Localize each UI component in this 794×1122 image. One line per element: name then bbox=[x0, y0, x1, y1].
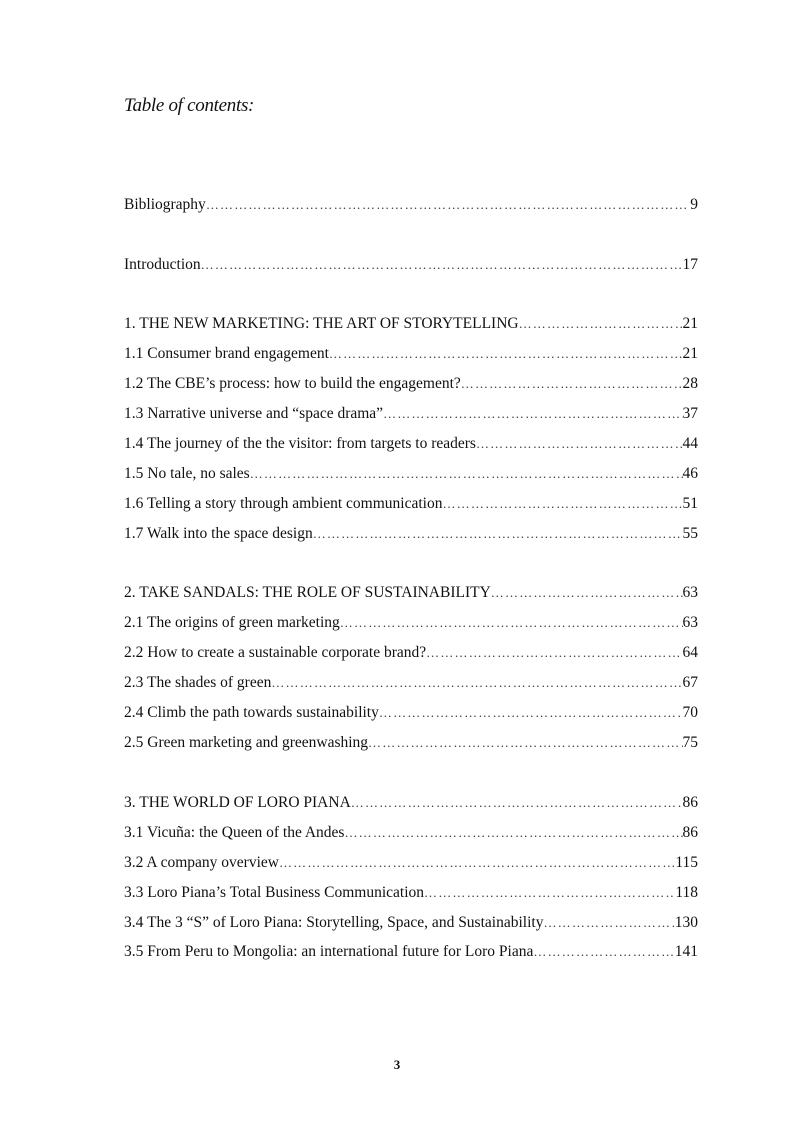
toc-entry-chapter-1[interactable] bbox=[124, 313, 698, 335]
toc-entry-1-2[interactable] bbox=[124, 373, 698, 395]
toc-entry-page: 141 bbox=[674, 943, 698, 960]
leader-dots bbox=[351, 792, 683, 814]
leader-dots bbox=[313, 523, 683, 545]
leader-dots bbox=[250, 463, 683, 485]
toc-entry-page: 86 bbox=[682, 824, 698, 841]
toc-entry-page: 21 bbox=[682, 345, 698, 362]
toc-entry-label: Introduction bbox=[124, 256, 201, 273]
toc-entry-3-4[interactable] bbox=[124, 912, 698, 934]
leader-dots bbox=[543, 912, 674, 934]
toc-entry-page: 9 bbox=[690, 196, 698, 213]
toc-entry-page: 115 bbox=[675, 854, 698, 871]
toc-entry-label: 1.3 Narrative universe and “space drama” bbox=[124, 405, 384, 422]
toc-entry-label: 1.4 The journey of the the visitor: from targets to readers bbox=[124, 435, 476, 452]
leader-dots bbox=[533, 941, 674, 963]
leader-dots bbox=[461, 373, 683, 395]
toc-entry-page: 63 bbox=[682, 614, 698, 631]
toc-entry-label: 3. THE WORLD OF LORO PIANA bbox=[124, 794, 351, 811]
toc-entry-page: 51 bbox=[682, 495, 698, 512]
leader-dots bbox=[201, 254, 683, 276]
toc-entry-page: 75 bbox=[682, 734, 698, 751]
toc-entry-label: 3.2 A company overview bbox=[124, 854, 279, 871]
toc-entry-label: 2. TAKE SANDALS: THE ROLE OF SUSTAINABILITY bbox=[124, 584, 491, 601]
leader-dots bbox=[519, 313, 683, 335]
toc-entry-1-7[interactable] bbox=[124, 523, 698, 545]
toc-entry-label: 1.1 Consumer brand engagement bbox=[124, 345, 329, 362]
leader-dots bbox=[442, 493, 682, 515]
leader-dots bbox=[491, 582, 683, 604]
toc-entry-page: 28 bbox=[682, 375, 698, 392]
toc-entry-label: 1.7 Walk into the space design bbox=[124, 525, 313, 542]
leader-dots bbox=[271, 672, 682, 694]
leader-dots bbox=[476, 433, 683, 455]
leader-dots bbox=[279, 852, 675, 874]
toc-entry-page: 86 bbox=[682, 794, 698, 811]
toc-entry-label: 2.5 Green marketing and greenwashing bbox=[124, 734, 369, 751]
toc-entry-2-3[interactable] bbox=[124, 672, 698, 694]
toc-entry-introduction[interactable] bbox=[124, 254, 698, 276]
toc-entry-label: 3.1 Vicuña: the Queen of the Andes bbox=[124, 824, 345, 841]
toc-heading: Table of contents: bbox=[124, 95, 255, 116]
toc-entry-page: 118 bbox=[675, 884, 698, 901]
page-number: 3 bbox=[393, 1057, 401, 1072]
toc-entry-label: 2.3 The shades of green bbox=[124, 674, 272, 691]
toc-entry-label: 2.1 The origins of green marketing bbox=[124, 614, 340, 631]
toc-entry-label: 2.2 How to create a sustainable corporate brand? bbox=[124, 644, 427, 661]
toc-entry-page: 70 bbox=[682, 704, 698, 721]
toc-entry-page: 17 bbox=[682, 256, 698, 273]
toc-entry-label: 1. THE NEW MARKETING: THE ART OF STORYTELLING bbox=[124, 315, 519, 332]
toc-entry-1-4[interactable] bbox=[124, 433, 698, 455]
toc-entry-2-5[interactable] bbox=[124, 732, 698, 754]
toc-entry-3-5[interactable] bbox=[124, 941, 698, 963]
toc-entry-2-4[interactable] bbox=[124, 702, 698, 724]
toc-entry-label: Bibliography bbox=[124, 196, 206, 213]
toc-entry-label: 1.6 Telling a story through ambient communication bbox=[124, 495, 443, 512]
toc-entry-2-1[interactable] bbox=[124, 612, 698, 634]
toc-entry-page: 64 bbox=[682, 644, 698, 661]
toc-entry-3-2[interactable] bbox=[124, 852, 698, 874]
toc-entry-label: 1.5 No tale, no sales bbox=[124, 465, 250, 482]
toc-entry-page: 46 bbox=[682, 465, 698, 482]
toc-entry-bibliography[interactable] bbox=[124, 194, 698, 216]
toc-entry-label: 2.4 Climb the path towards sustainability bbox=[124, 704, 379, 721]
toc-entry-1-1[interactable] bbox=[124, 343, 698, 365]
toc-entry-page: 44 bbox=[682, 435, 698, 452]
toc-entry-1-5[interactable] bbox=[124, 463, 698, 485]
toc-entry-page: 55 bbox=[682, 525, 698, 542]
toc-entry-page: 67 bbox=[682, 674, 698, 691]
toc-entry-1-6[interactable] bbox=[124, 493, 698, 515]
toc-entry-label: 1.2 The CBE’s process: how to build the engagement? bbox=[124, 375, 461, 392]
leader-dots bbox=[340, 612, 683, 634]
leader-dots bbox=[344, 822, 682, 844]
toc-entry-page: 21 bbox=[682, 315, 698, 332]
leader-dots bbox=[368, 732, 682, 754]
toc-entry-label: 3.4 The 3 “S” of Loro Piana: Storytelling, Space, and Sustainability bbox=[124, 914, 544, 931]
toc-entry-page: 37 bbox=[682, 405, 698, 422]
toc-entry-label: 3.5 From Peru to Mongolia: an international future for Loro Piana bbox=[124, 943, 534, 960]
toc-entry-chapter-3[interactable] bbox=[124, 792, 698, 814]
toc-entry-3-3[interactable] bbox=[124, 882, 698, 904]
leader-dots bbox=[329, 343, 683, 365]
toc-entry-page: 63 bbox=[682, 584, 698, 601]
leader-dots bbox=[424, 882, 675, 904]
toc-entry-1-3[interactable] bbox=[124, 403, 698, 425]
toc-entry-3-1[interactable] bbox=[124, 822, 698, 844]
toc-entry-page: 130 bbox=[674, 914, 698, 931]
leader-dots bbox=[379, 702, 683, 724]
leader-dots bbox=[426, 642, 682, 664]
leader-dots bbox=[383, 403, 682, 425]
toc-entry-2-2[interactable] bbox=[124, 642, 698, 664]
leader-dots bbox=[206, 194, 690, 216]
toc-entry-label: 3.3 Loro Piana’s Total Business Communication bbox=[124, 884, 425, 901]
toc-entry-chapter-2[interactable] bbox=[124, 582, 698, 604]
